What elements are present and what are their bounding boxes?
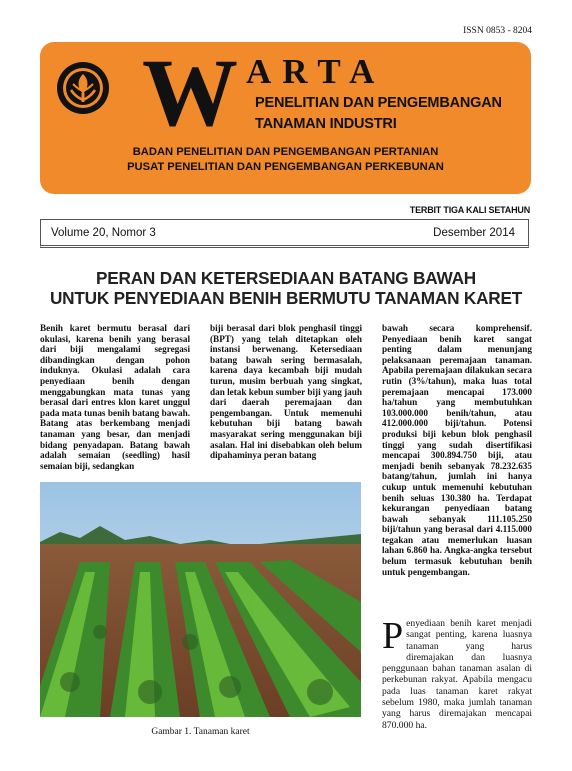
issn-number: ISSN 0853 - 8204 xyxy=(463,26,532,36)
masthead-banner xyxy=(40,39,531,194)
masthead-subtitle-2: TANAMAN INDUSTRI xyxy=(255,116,397,132)
issue-bar xyxy=(40,219,529,248)
issue-date: Desember 2014 xyxy=(433,226,515,239)
article-body-text: enyediaan benih karet menjadi sangat penting, karena luasnya tanaman yang harus diremajakan dan luasnya penggunaan bahan tanaman asalan di perkebunan rakyat. Apabila mengacu pada luas tanaman karet rakyat sebelum 1980, maka jumlah tanaman yang harus diremajakan mencapai 870.000 ha. xyxy=(382,618,532,731)
masthead-subtitle-1: PENELITIAN DAN PENGEMBANGAN xyxy=(255,95,502,111)
volume-number: Volume 20, Nomor 3 xyxy=(51,226,156,239)
abstract-column-1: Benih karet bermutu berasal dari okulasi, karena benih yang berasal dari biji mengalami segregasi dibandingkan dengan pohon induknya. Okulasi adalah cara penyediaan benih dengan menggabungkan mata tunas yang berasal dari entres klon karet unggul pada mata tunas benih batang bawah. Batang atas berkembang menjadi tanaman yang besar, dan menjadi bidang penyadapan. Batang bawah adalah semaian (seedling) hasil semaian biji, sedangkan xyxy=(40,323,190,471)
article-title-line-2: UNTUK PENYEDIAAN BENIH BERMUTU TANAMAN KARET xyxy=(49,288,523,308)
kementan-emblem-icon xyxy=(55,60,111,116)
article-title xyxy=(0,268,572,308)
publication-frequency: TERBIT TIGA KALI SETAHUN xyxy=(409,205,530,215)
figure-caption: Gambar 1. Tanaman karet xyxy=(151,727,250,737)
publisher-agency: BADAN PENELITIAN DAN PENGEMBANGAN PERTANIAN xyxy=(132,146,439,158)
rubber-plantation-photo xyxy=(40,482,361,717)
abstract-column-2: biji berasal dari blok penghasil tinggi (BPT) yang telah ditetapkan oleh instansi berwenang. Ketersediaan batang bawah sering bermasalah, karena daya kecambah biji mudah turun, musim berbuah yang singkat, dan letak kebun sumber biji yang jauh dari daerah peremajaan dan pengembangan. Untuk memenuhi kebutuhan biji batang bawah masyarakat sering menggunakan biji asalan. Hal ini disebabkan oleh belum dipahaminya peran batang xyxy=(210,323,362,461)
abstract-column-3: bawah secara komprehensif. Penyediaan benih karet sangat penting dalam menunjang pelaksanaan peremajaan tanaman. Apabila peremajaan dilakukan secara rutin (3%/tahun), maka luas total peremajaan mencapai 173.000 ha/tahun yang membutuhkan 103.000.000 benih/tahun, atau 412.000.000 biji/tahun. Potensi produksi biji kebun blok penghasil tinggi yang sudah disertifikasi mencapai 300.894.750 biji, atau menjadi benih sebanyak 78.232.635 batang/tahun, jumlah ini hanya cukup untuk memenuhi kebutuhan benih seluas 130.380 ha. Terdapat kekurangan penyediaan batang bawah sebanyak 111.105.250 biji/tahun yang berasal dari 4.115.000 tegakan atau memerlukan luasan lahan 6.860 ha. Angka-angka tersebut belum termasuk kebutuhan benih untuk pengembangan. xyxy=(382,323,532,577)
drop-cap: P xyxy=(382,615,404,657)
masthead-w-letter: W xyxy=(142,39,236,146)
article-title-line-1: PERAN DAN KETERSEDIAAN BATANG BAWAH xyxy=(95,268,477,288)
article-body xyxy=(382,615,532,731)
masthead-title: ARTA xyxy=(246,52,386,91)
publisher-center: PUSAT PENELITIAN DAN PENGEMBANGAN PERKEBUNAN xyxy=(127,161,444,173)
